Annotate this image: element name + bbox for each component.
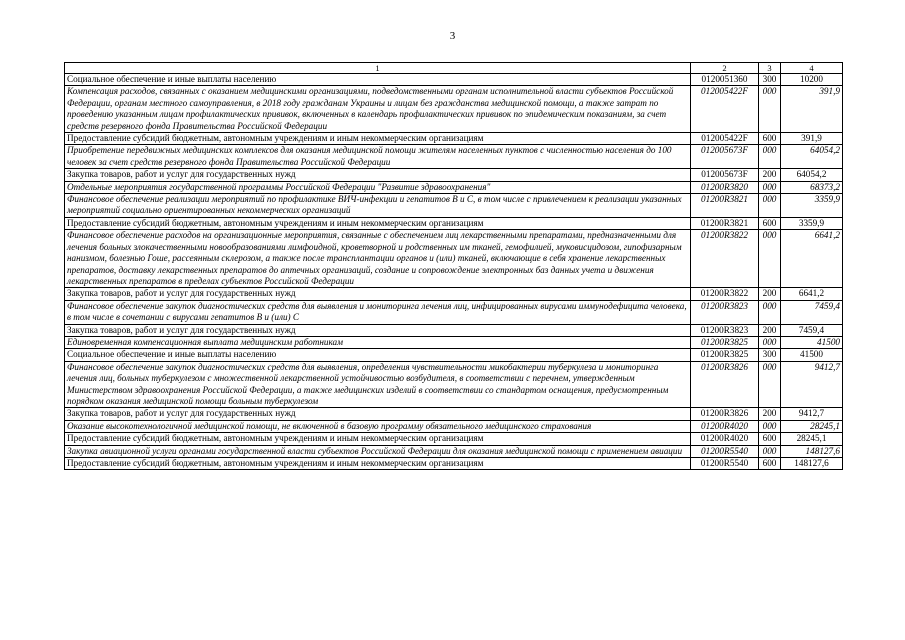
row-code-cell: 01200R3823 bbox=[691, 324, 759, 336]
table-row bbox=[65, 336, 843, 348]
row-type-cell: 000 bbox=[759, 445, 781, 457]
row-amount-cell: 28245,1 bbox=[781, 433, 843, 445]
row-name-cell: Закупка авиационной услуги органами государственной власти субъектов Российской Федерации для оказания медицинской помощи с применением авиации bbox=[65, 445, 691, 457]
row-amount-cell: 3359,9 bbox=[781, 217, 843, 229]
row-code-cell: 01200R3821 bbox=[691, 217, 759, 229]
row-name-cell: Социальное обеспечение и иные выплаты населению bbox=[65, 349, 691, 361]
row-type-cell: 000 bbox=[759, 181, 781, 193]
row-code-cell: 01200R3820 bbox=[691, 181, 759, 193]
row-name-cell: Отдельные мероприятия государственной программы Российской Федерации "Развитие здравоохранения" bbox=[65, 181, 691, 193]
header-cell: 2 bbox=[691, 63, 759, 74]
row-amount-cell: 9412,7 bbox=[781, 408, 843, 420]
table-row bbox=[65, 458, 843, 470]
row-amount-cell: 391,9 bbox=[781, 86, 843, 133]
row-name-cell: Компенсация расходов, связанных с оказанием медицинскими организациями, подведомственными органам исполнительной власти субъектов Российской Федерации, органам местного самоуправления, в 2018 году гражданам Украины и лицам без гражданства медицинской помощи, а также затрат по проведению указанным лицам профилактических прививок, включенных в календарь профилактических прививок по эпидемическим показаниям, за счет средств резервного фонда Правительства Российской Федерации bbox=[65, 86, 691, 133]
table-row bbox=[65, 194, 843, 218]
budget-table bbox=[64, 62, 843, 470]
row-name-cell: Финансовое обеспечение реализации мероприятий по профилактике ВИЧ-инфекции и гепатитов В и С, в том числе с привлечением к реализации указанных мероприятий социально ориентированных некоммерческих организаций bbox=[65, 194, 691, 218]
row-amount-cell: 64054,2 bbox=[781, 169, 843, 181]
row-code-cell: 01200R5540 bbox=[691, 445, 759, 457]
row-name-cell: Предоставление субсидий бюджетным, автономным учреждениям и иным некоммерческим организациям bbox=[65, 217, 691, 229]
table-row bbox=[65, 86, 843, 133]
row-amount-cell: 6641,2 bbox=[781, 230, 843, 288]
row-type-cell: 000 bbox=[759, 145, 781, 169]
row-amount-cell: 7459,4 bbox=[781, 300, 843, 324]
header-cell: 1 bbox=[65, 63, 691, 74]
row-amount-cell: 10200 bbox=[781, 74, 843, 86]
table-row bbox=[65, 420, 843, 432]
row-type-cell: 000 bbox=[759, 230, 781, 288]
row-name-cell: Единовременная компенсационная выплата медицинским работникам bbox=[65, 336, 691, 348]
row-type-cell: 600 bbox=[759, 433, 781, 445]
row-code-cell: 01200R3826 bbox=[691, 361, 759, 408]
table-row bbox=[65, 361, 843, 408]
row-name-cell: Финансовое обеспечение закупок диагностических средств для выявления, определения чувствительности микобактерии туберкулеза и мониторинга лечения лиц, больных туберкулезом с множественной лекарственной устойчивостью возбудителя, в соответствии с перечнем, утвержденным Министерством здравоохранения Российской Федерации, а также медицинских изделий в соответствии со стандартом оснащения, предусмотренным порядком оказания медицинской помощи больным туберкулезом bbox=[65, 361, 691, 408]
row-code-cell: 01200R5540 bbox=[691, 458, 759, 470]
row-amount-cell: 9412,7 bbox=[781, 361, 843, 408]
row-name-cell: Финансовое обеспечение закупок диагностических средств для выявления и мониторинга лечения лиц, инфицированных вирусами иммунодефицита человека, в том числе в сочетании с вирусами гепатитов В и (или) С bbox=[65, 300, 691, 324]
row-code-cell: 01200R4020 bbox=[691, 420, 759, 432]
row-type-cell: 000 bbox=[759, 420, 781, 432]
row-code-cell: 01200R3826 bbox=[691, 408, 759, 420]
row-amount-cell: 391,9 bbox=[781, 133, 843, 145]
row-type-cell: 000 bbox=[759, 361, 781, 408]
row-name-cell: Предоставление субсидий бюджетным, автономным учреждениям и иным некоммерческим организациям bbox=[65, 433, 691, 445]
row-name-cell: Закупка товаров, работ и услуг для государственных нужд bbox=[65, 408, 691, 420]
table-row bbox=[65, 445, 843, 457]
row-code-cell: 012005673F bbox=[691, 169, 759, 181]
row-name-cell: Закупка товаров, работ и услуг для государственных нужд bbox=[65, 288, 691, 300]
row-type-cell: 000 bbox=[759, 300, 781, 324]
table-row bbox=[65, 169, 843, 181]
row-code-cell: 012005673F bbox=[691, 145, 759, 169]
row-amount-cell: 41500 bbox=[781, 336, 843, 348]
row-code-cell: 01200R3822 bbox=[691, 230, 759, 288]
row-type-cell: 000 bbox=[759, 336, 781, 348]
row-code-cell: 01200R3825 bbox=[691, 336, 759, 348]
table-row bbox=[65, 230, 843, 288]
page-number: 3 bbox=[449, 30, 456, 42]
row-name-cell: Предоставление субсидий бюджетным, автономным учреждениям и иным некоммерческим организациям bbox=[65, 458, 691, 470]
row-code-cell: 012005422F bbox=[691, 86, 759, 133]
row-amount-cell: 6641,2 bbox=[781, 288, 843, 300]
row-type-cell: 200 bbox=[759, 408, 781, 420]
table-row bbox=[65, 433, 843, 445]
row-type-cell: 200 bbox=[759, 324, 781, 336]
row-amount-cell: 148127,6 bbox=[781, 445, 843, 457]
row-amount-cell: 28245,1 bbox=[781, 420, 843, 432]
table-row bbox=[65, 408, 843, 420]
row-name-cell: Закупка товаров, работ и услуг для государственных нужд bbox=[65, 324, 691, 336]
row-type-cell: 000 bbox=[759, 194, 781, 218]
row-amount-cell: 41500 bbox=[781, 349, 843, 361]
row-code-cell: 01200R3822 bbox=[691, 288, 759, 300]
row-name-cell: Закупка товаров, работ и услуг для государственных нужд bbox=[65, 169, 691, 181]
table-row bbox=[65, 145, 843, 169]
row-name-cell: Предоставление субсидий бюджетным, автономным учреждениям и иным некоммерческим организациям bbox=[65, 133, 691, 145]
table-row bbox=[65, 74, 843, 86]
header-cell: 4 bbox=[781, 63, 843, 74]
table-row bbox=[65, 133, 843, 145]
row-type-cell: 600 bbox=[759, 217, 781, 229]
table-row bbox=[65, 288, 843, 300]
row-type-cell: 300 bbox=[759, 74, 781, 86]
row-type-cell: 200 bbox=[759, 288, 781, 300]
row-name-cell: Оказание высокотехнологичной медицинской помощи, не включенной в базовую программу обязательного медицинского страхования bbox=[65, 420, 691, 432]
table-row bbox=[65, 324, 843, 336]
table-row bbox=[65, 300, 843, 324]
row-code-cell: 012005422F bbox=[691, 133, 759, 145]
row-type-cell: 200 bbox=[759, 169, 781, 181]
row-code-cell: 01200R3821 bbox=[691, 194, 759, 218]
row-name-cell: Социальное обеспечение и иные выплаты населению bbox=[65, 74, 691, 86]
table-row bbox=[65, 349, 843, 361]
row-amount-cell: 3359,9 bbox=[781, 194, 843, 218]
row-type-cell: 600 bbox=[759, 458, 781, 470]
row-amount-cell: 68373,2 bbox=[781, 181, 843, 193]
row-code-cell: 01200R4020 bbox=[691, 433, 759, 445]
row-code-cell: 01200R3823 bbox=[691, 300, 759, 324]
row-type-cell: 600 bbox=[759, 133, 781, 145]
row-amount-cell: 7459,4 bbox=[781, 324, 843, 336]
header-cell: 3 bbox=[759, 63, 781, 74]
table-header-row bbox=[65, 63, 843, 74]
row-amount-cell: 64054,2 bbox=[781, 145, 843, 169]
row-code-cell: 01200R3825 bbox=[691, 349, 759, 361]
row-type-cell: 000 bbox=[759, 86, 781, 133]
table-row bbox=[65, 217, 843, 229]
table-row bbox=[65, 181, 843, 193]
row-type-cell: 300 bbox=[759, 349, 781, 361]
row-name-cell: Приобретение передвижных медицинских комплексов для оказания медицинской помощи жителям населенных пунктов с численностью населения до 100 человек за счет средств резервного фонда Правительства Российской Федерации bbox=[65, 145, 691, 169]
row-code-cell: 0120051360 bbox=[691, 74, 759, 86]
row-name-cell: Финансовое обеспечение расходов на организационные мероприятия, связанные с обеспечением лиц лекарственными препаратами, предназначенными для лечения больных злокачественными новообразованиями лимфоидной, кроветворной и родственных им тканей, гемофилией, муковисцидозом, гипофизарным нанизмом, болезнью Гоше, рассеянным склерозом, а также после трансплантации органов и (или) тканей, включающие в себя хранение лекарственных препаратов, доставку лекарственных препаратов до аптечных организаций, создание и сопровождение электронных баз данных учета и движения лекарственных препаратов в пределах субъектов Российской Федерации bbox=[65, 230, 691, 288]
row-amount-cell: 148127,6 bbox=[781, 458, 843, 470]
